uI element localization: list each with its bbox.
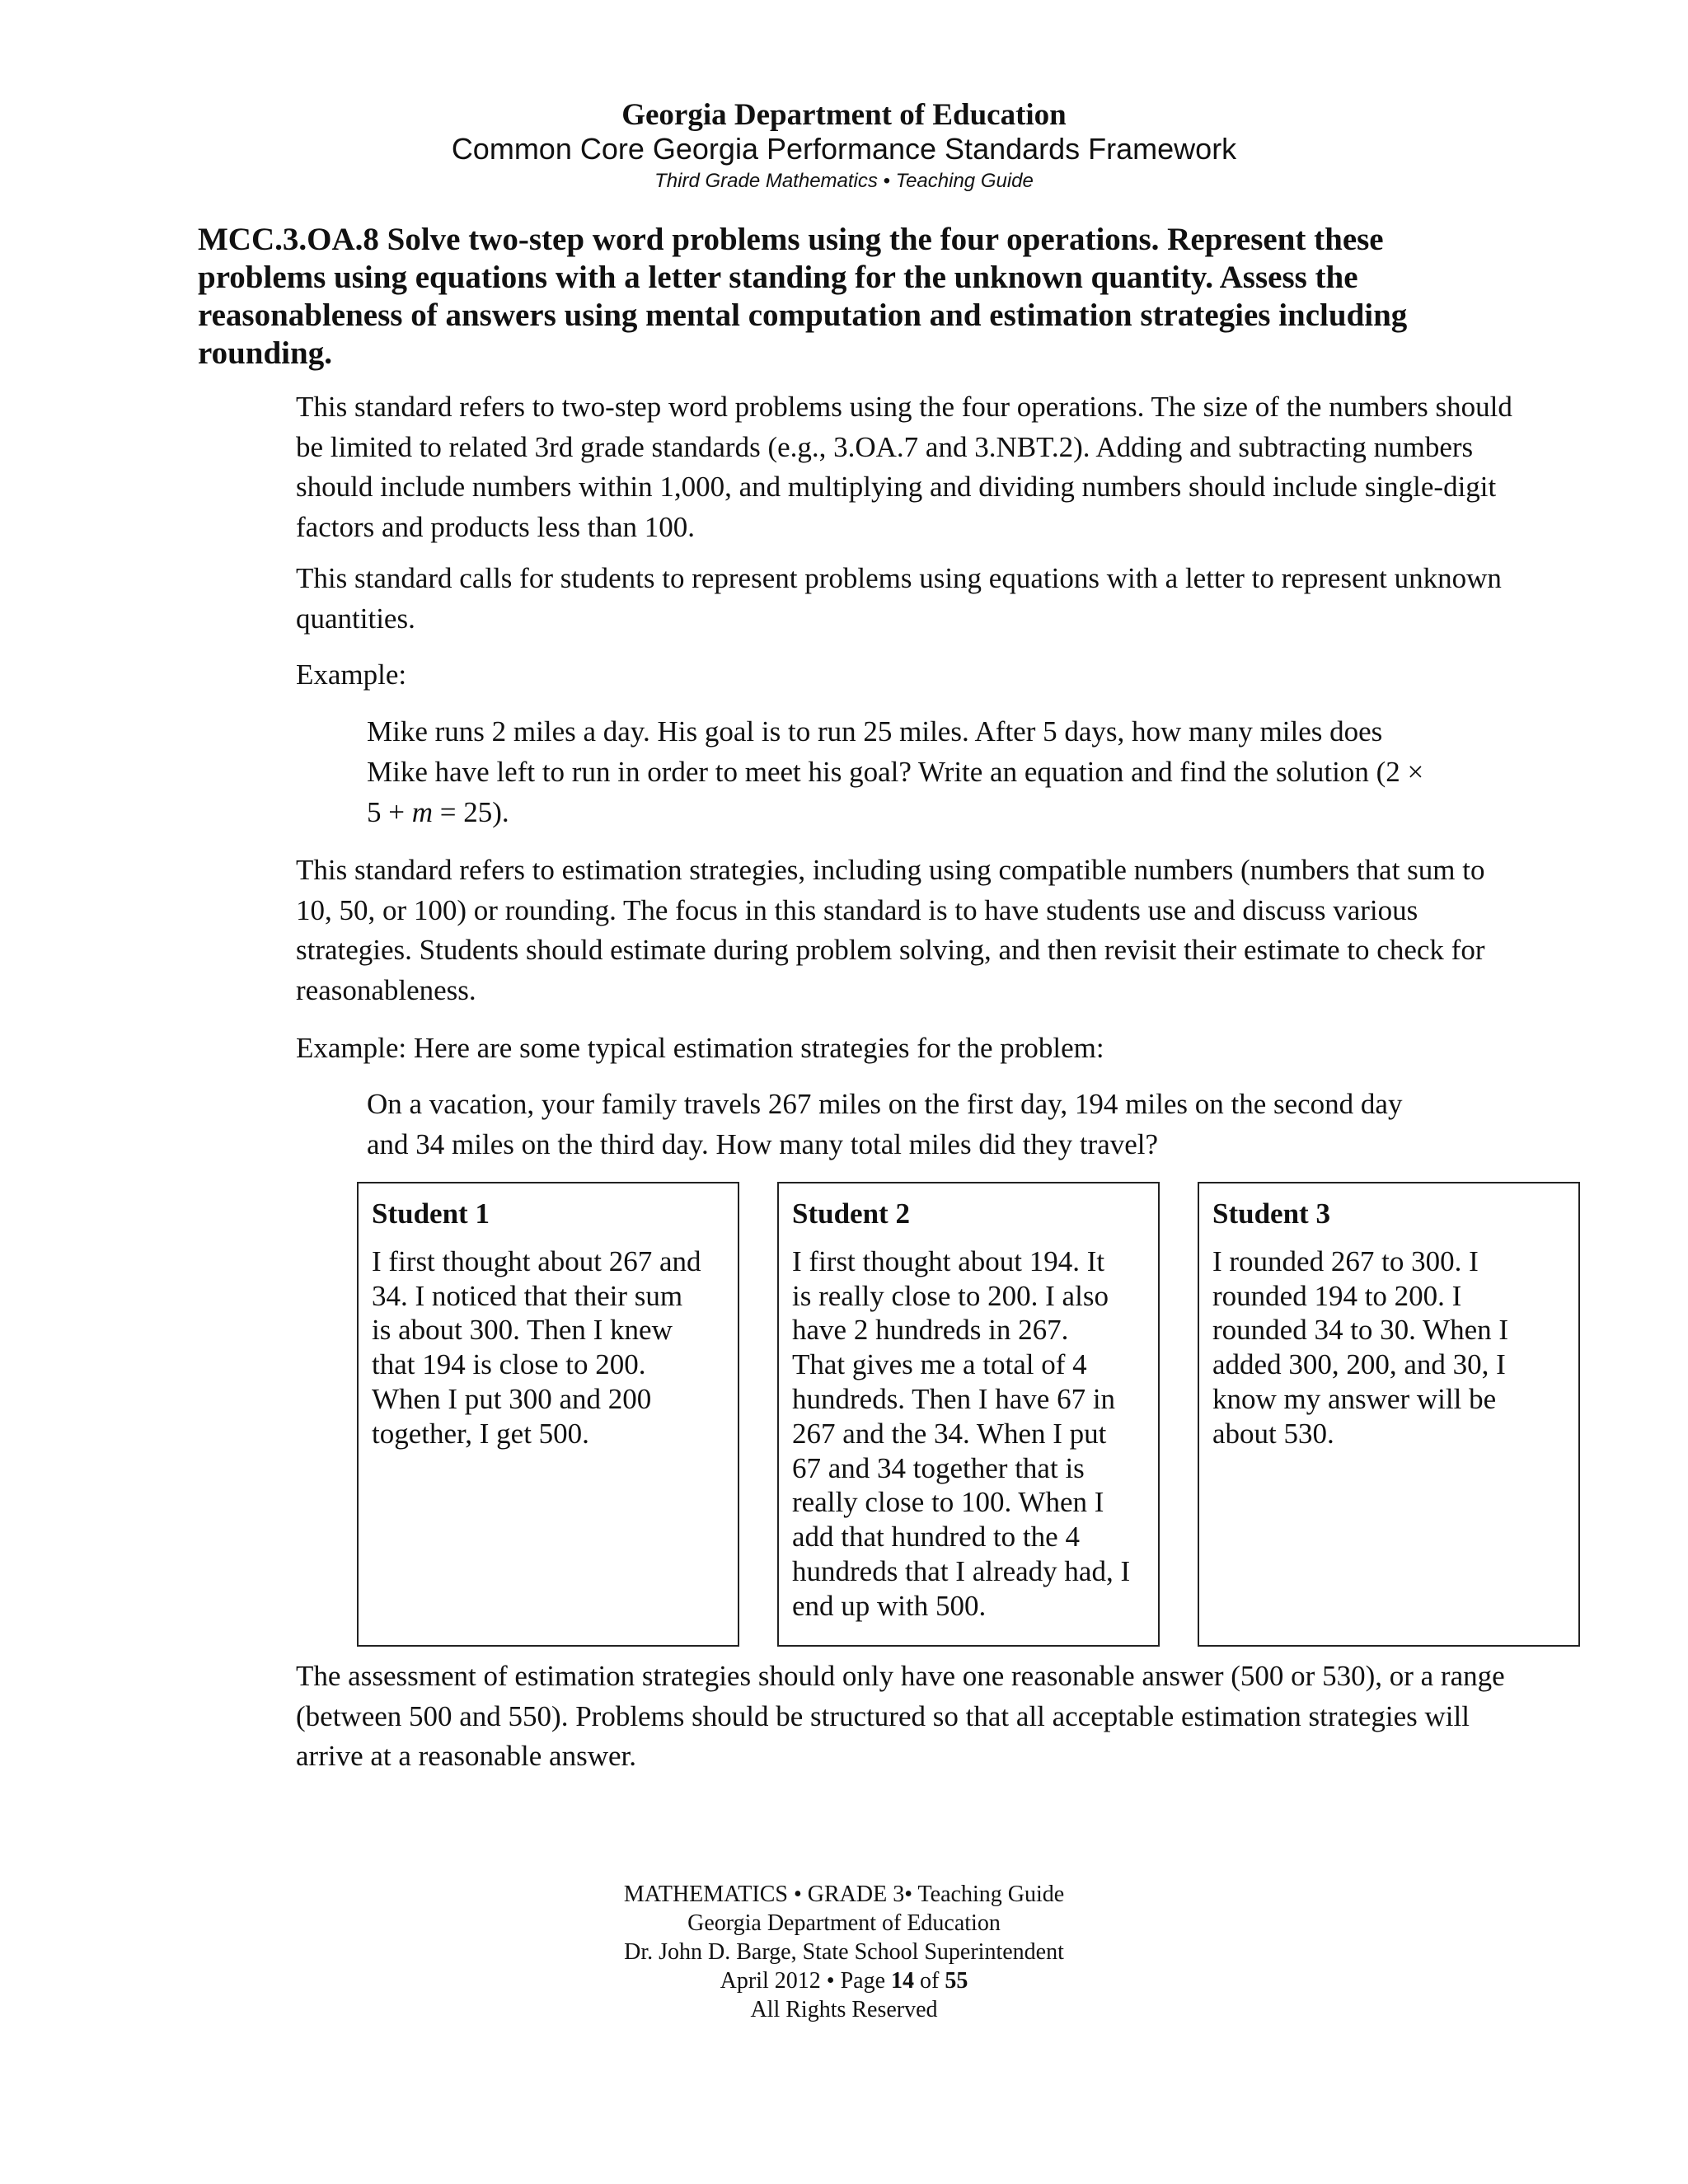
standard-code: MCC.3.OA.8 bbox=[198, 222, 379, 257]
example-mike-end: = 25). bbox=[433, 796, 509, 828]
student-2-box bbox=[777, 1182, 1160, 1647]
example-mike-problem bbox=[367, 711, 1438, 832]
footer-page-total: 55 bbox=[945, 1968, 968, 1994]
example-mike-text: Mike runs 2 miles a day. His goal is to run 25 miles. After 5 days, how many miles does Mike have left to run in order to meet his goal? Write an equation and find the solution (2 × 5 + bbox=[367, 715, 1424, 828]
standard-text: Solve two-step word problems using the four operations. Represent these problems using equations with a letter standing for the unknown quantity. Assess the reasonableness of answers using mental computation and estimation strategies including rounding. bbox=[198, 222, 1408, 371]
footer-date: April 2012 • Page bbox=[720, 1968, 891, 1994]
paragraph-word-problems: This standard refers to two-step word problems using the four operations. The size of the numbers should be limited to related 3rd grade standards (e.g., 3.OA.7 and 3.NBT.2). Adding and subtracting numbers should include numbers within 1,000, and multiplying and dividing numbers should include single-digit factors and products less than 100. bbox=[296, 391, 1512, 543]
student-2-explanation: I first thought about 194. It is really close to 200. I also have 2 hundreds in 267. That gives me a total of 4 hundreds. Then I have 67 in 267 and the 34. When I put 67 and 34 together that is really close to 100. When I add that hundred to the 4 hundreds that I already had, I end up with 500. bbox=[792, 1244, 1131, 1622]
footer-page-info bbox=[0, 1966, 1688, 1995]
example-label: Example: bbox=[296, 658, 407, 691]
paragraph-assessment: The assessment of estimation strategies should only have one reasonable answer (500 or 530), or a range (between 500 and 550). Problems should be structured so that all acceptable estimation strategies will arrive at a reasonable answer. bbox=[296, 1660, 1505, 1772]
footer-line-superintendent: Dr. John D. Barge, State School Superintendent bbox=[624, 1939, 1064, 1965]
footer-page-of: of bbox=[914, 1968, 945, 1994]
example-vacation-problem: On a vacation, your family travels 267 miles on the first day, 194 miles on the second day and 34 miles on the third day. How many total miles did they travel? bbox=[367, 1088, 1403, 1160]
footer-line-subject: MATHEMATICS • GRADE 3• Teaching Guide bbox=[623, 1882, 1065, 1907]
example2-label: Example: Here are some typical estimation strategies for the problem: bbox=[296, 1032, 1104, 1064]
footer-rights: All Rights Reserved bbox=[750, 1997, 938, 2022]
paragraph-equations: This standard calls for students to represent problems using equations with a letter to represent unknown quantities. bbox=[296, 562, 1502, 635]
paragraph-estimation: This standard refers to estimation strategies, including using compatible numbers (numbers that sum to 10, 50, or 100) or rounding. The focus in this standard is to have students use and discuss various strategies. Students should estimate during problem solving, and then revisit their estimate to check for reasonableness. bbox=[296, 854, 1485, 1006]
student-2-title: Student 2 bbox=[792, 1197, 910, 1230]
student-1-title: Student 1 bbox=[372, 1197, 490, 1230]
standard-heading bbox=[198, 221, 1484, 373]
footer-page-current: 14 bbox=[891, 1968, 914, 1994]
header-org: Georgia Department of Education bbox=[621, 98, 1067, 132]
student-3-box bbox=[1198, 1182, 1580, 1647]
header-guide: Third Grade Mathematics • Teaching Guide bbox=[654, 170, 1034, 192]
student-3-explanation: I rounded 267 to 300. I rounded 194 to 200. I rounded 34 to 30. When I added 300, 200, and 30, I know my answer will be about 530. bbox=[1212, 1244, 1509, 1450]
student-3-title: Student 3 bbox=[1212, 1197, 1330, 1230]
footer-line-org: Georgia Department of Education bbox=[687, 1910, 1001, 1936]
example-mike-variable: m bbox=[411, 796, 434, 828]
student-1-box bbox=[357, 1182, 739, 1647]
student-1-explanation: I first thought about 267 and 34. I noticed that their sum is about 300. Then I knew that 194 is close to 200. When I put 300 and 200 together, I get 500. bbox=[372, 1244, 701, 1450]
header-framework: Common Core Georgia Performance Standards Framework bbox=[451, 132, 1237, 166]
